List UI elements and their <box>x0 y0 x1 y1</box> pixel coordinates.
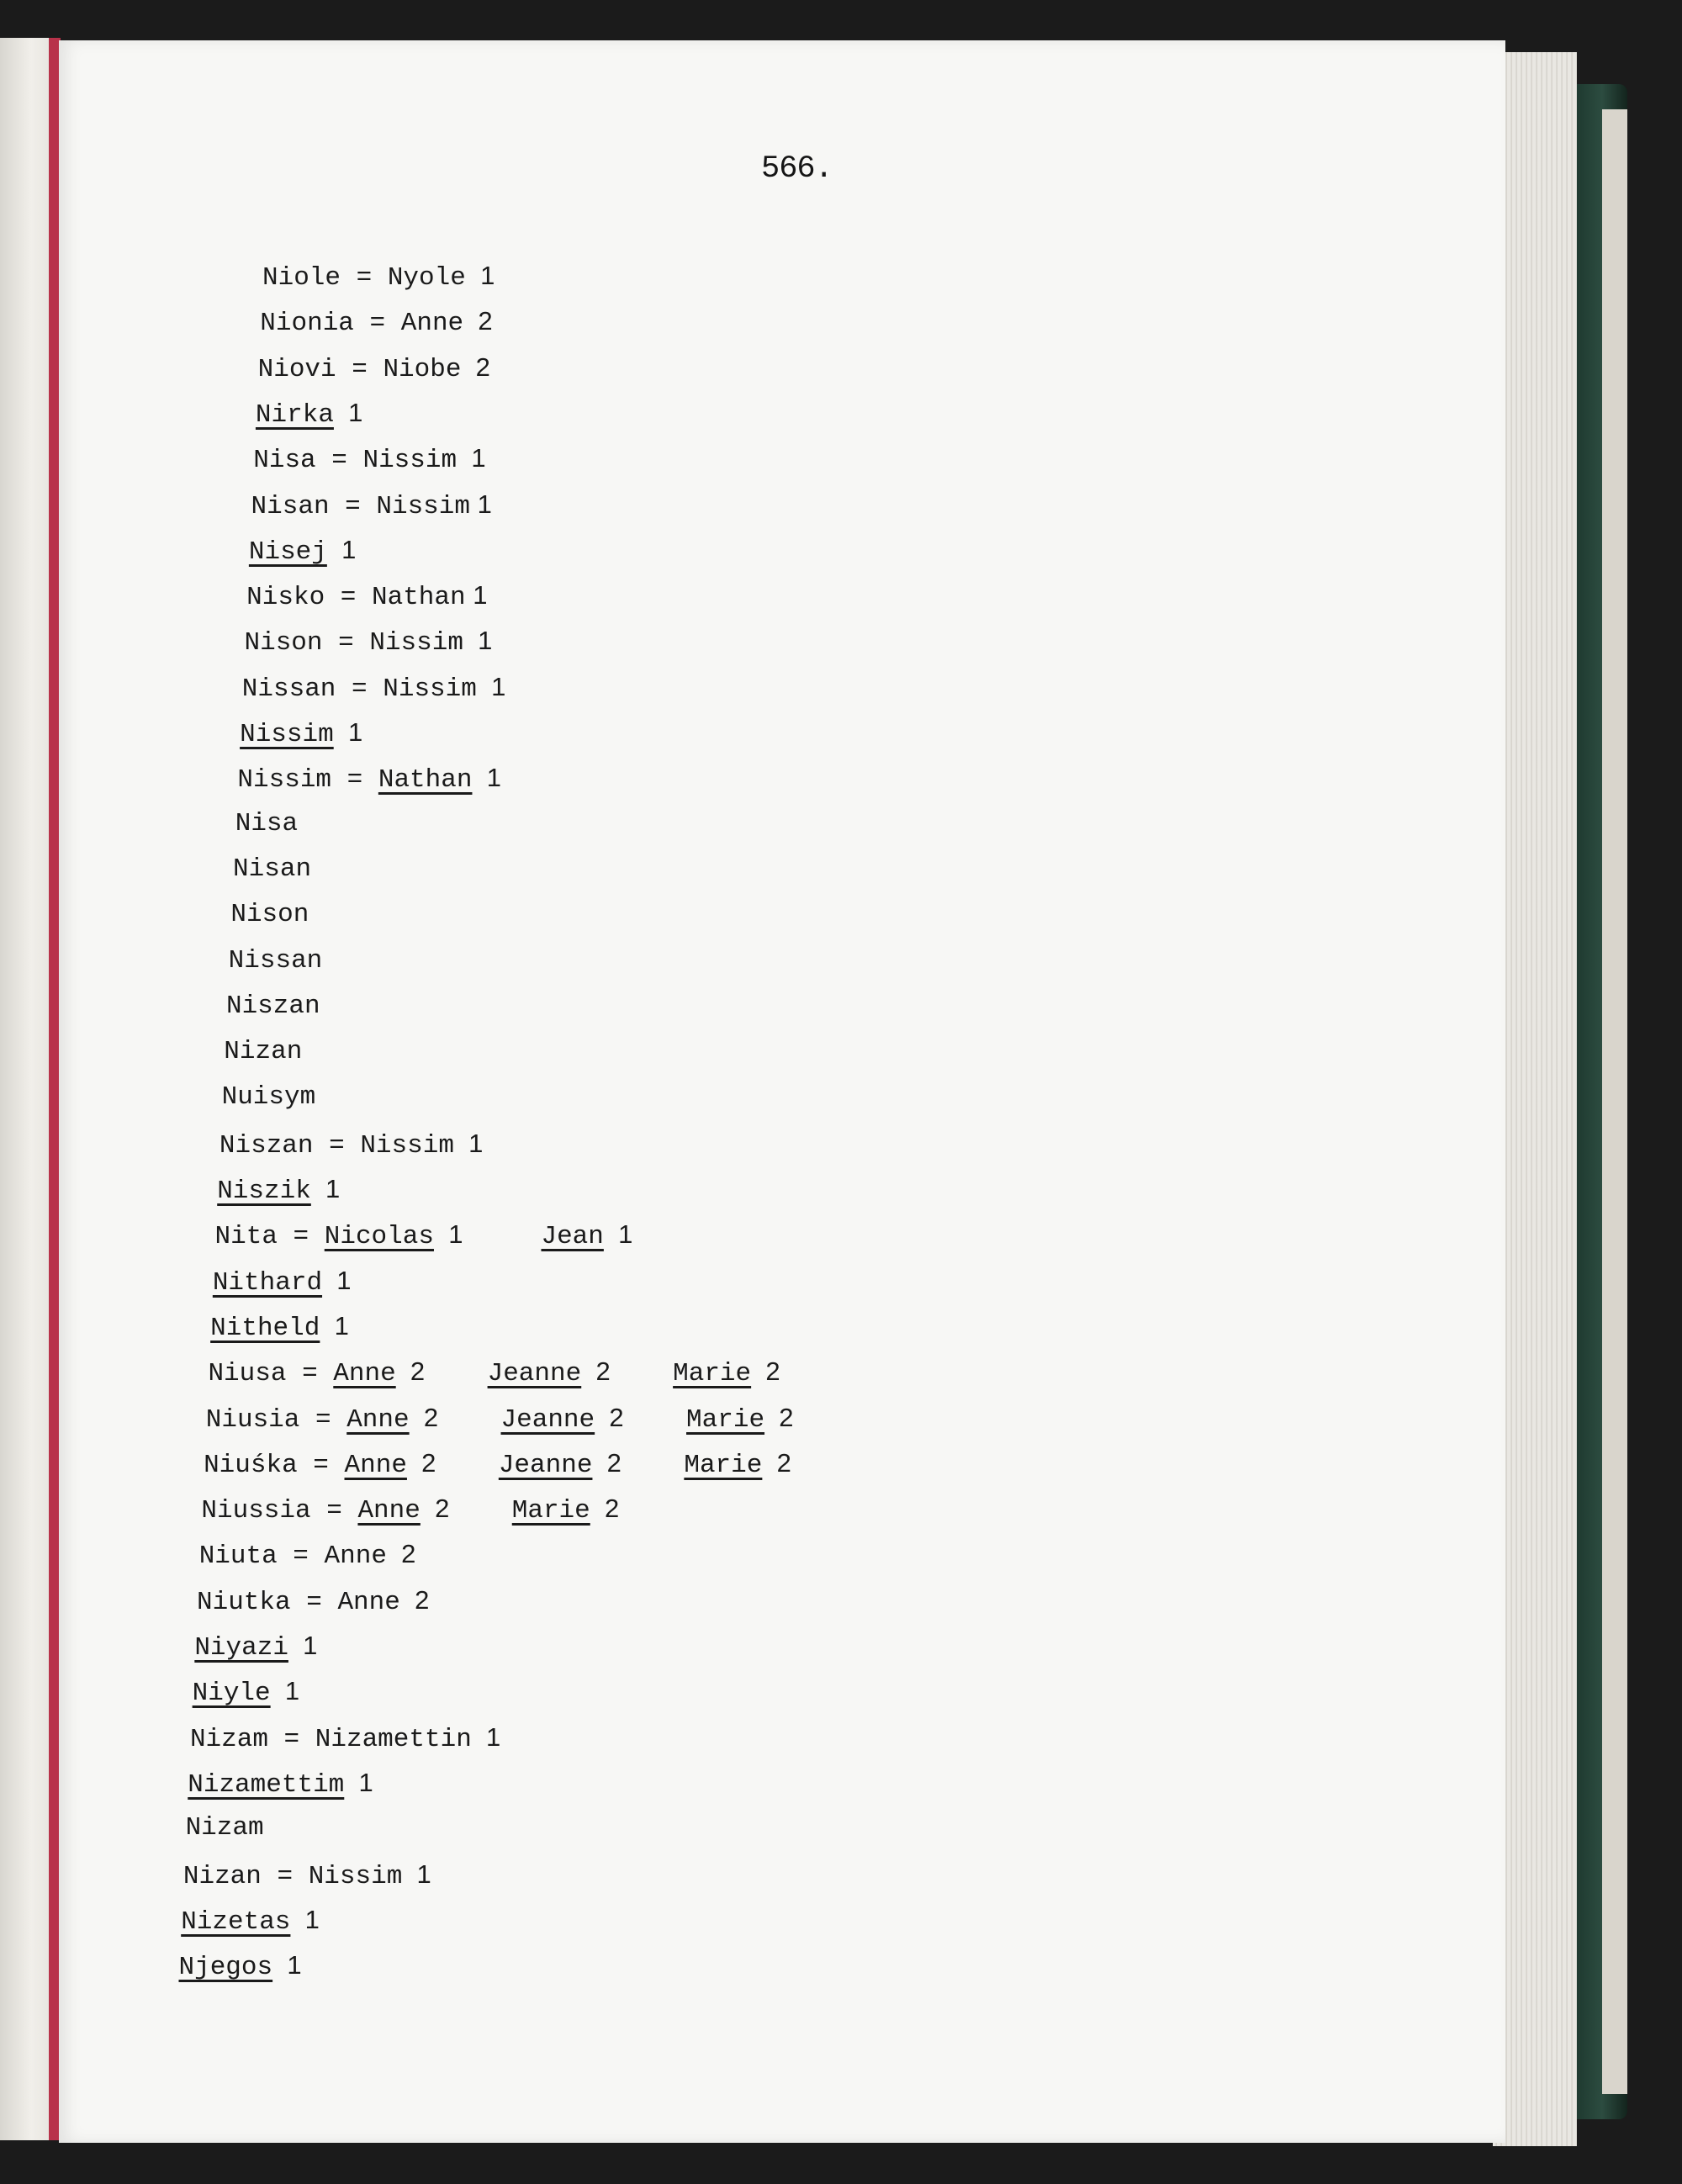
list-item <box>220 1129 484 1161</box>
entry-count: 1 <box>322 1265 352 1295</box>
list-item <box>197 1585 429 1618</box>
entry-count: 2 <box>463 306 493 336</box>
entry-text: Nathan <box>378 765 473 796</box>
list-item <box>258 352 490 385</box>
entry-text: Niutka <box>197 1587 291 1617</box>
entry-text: Anne <box>346 1404 410 1435</box>
entry-text: Njegos <box>178 1953 273 1983</box>
entry-count: 1 <box>465 580 488 611</box>
entry-count: 1 <box>470 489 492 519</box>
entry-text: = <box>277 1222 325 1252</box>
list-item <box>244 626 492 658</box>
entry-text: Nizan <box>182 1861 262 1891</box>
entry-text: Niusa <box>208 1359 287 1389</box>
entry-text: Nita <box>214 1222 278 1252</box>
entry-text <box>425 1359 487 1388</box>
entry-text: = <box>313 1130 361 1161</box>
entry-text: Nison <box>244 628 323 658</box>
entry-count: 2 <box>592 1447 621 1478</box>
page-number: 566. <box>761 151 833 187</box>
list-item <box>201 1494 619 1526</box>
entry-count: 1 <box>603 1219 633 1250</box>
list-item <box>235 809 298 839</box>
list-item <box>194 1631 317 1663</box>
entry-text: = <box>315 446 363 476</box>
entry-text: Nizetas <box>181 1906 291 1937</box>
entry-text: = <box>331 765 378 796</box>
list-item <box>188 1768 373 1801</box>
entry-text: = <box>297 1450 345 1480</box>
entry-text: = <box>267 1724 315 1754</box>
entry-text: = <box>336 354 383 384</box>
entry-count: 2 <box>764 1402 794 1432</box>
entry-count: 1 <box>433 1219 463 1250</box>
list-item <box>190 1722 500 1755</box>
list-item <box>204 1448 791 1481</box>
list-item <box>181 1905 320 1938</box>
list-item <box>242 672 506 705</box>
entry-text: Niusia <box>205 1404 300 1435</box>
entry-text: Nathan <box>372 583 466 613</box>
entry-count: 1 <box>320 1310 349 1341</box>
list-item <box>186 1813 264 1843</box>
entry-text: = <box>353 309 401 339</box>
entry-text: Nisa <box>235 808 299 838</box>
list-item <box>240 717 362 750</box>
entry-count: 1 <box>344 1767 373 1797</box>
entry-count: 2 <box>461 352 490 382</box>
entry-count: 1 <box>270 1676 300 1706</box>
entry-text: Nithard <box>212 1267 323 1298</box>
entry-text: = <box>322 628 370 658</box>
list-item <box>237 763 501 796</box>
entry-text: Nisko <box>246 583 325 613</box>
list-item <box>178 1950 301 1983</box>
list-item <box>199 1539 416 1572</box>
list-item <box>246 580 487 613</box>
entry-count: 1 <box>333 717 363 747</box>
entry-count: 1 <box>272 1950 302 1980</box>
entry-count: 2 <box>406 1447 436 1478</box>
entry-text: = <box>325 583 372 613</box>
entry-text: Nyole <box>387 263 466 293</box>
entry-text: = <box>299 1404 347 1435</box>
entry-text: Nisan <box>233 854 312 884</box>
list-item <box>193 1676 299 1709</box>
entry-text: = <box>336 674 383 704</box>
page-block-edges <box>1493 52 1577 2146</box>
entry-count: 1 <box>472 763 501 793</box>
list-item <box>224 1037 302 1067</box>
list-item <box>256 398 362 431</box>
entry-text: Nisan <box>251 491 330 521</box>
entry-text <box>438 1405 500 1435</box>
entry-text: Nitheld <box>210 1313 320 1343</box>
entry-text: Niussia <box>201 1496 311 1526</box>
entry-count: 2 <box>399 1584 430 1615</box>
entry-text: = <box>290 1587 338 1617</box>
entry-text <box>463 1222 541 1251</box>
entry-text: = <box>277 1541 325 1572</box>
entry-count: 1 <box>288 1631 318 1660</box>
entry-text: Niyazi <box>194 1633 288 1663</box>
list-item <box>210 1311 349 1344</box>
entry-text <box>624 1405 686 1435</box>
entry-text: Nissim <box>237 765 332 796</box>
entry-text: Nizam <box>189 1724 268 1754</box>
list-item <box>249 535 356 568</box>
list-item <box>262 261 495 293</box>
list-item <box>183 1859 431 1892</box>
entry-text <box>621 1451 684 1480</box>
list-item <box>215 1219 633 1252</box>
entry-text: Nicolas <box>324 1222 434 1252</box>
entry-text: Marie <box>511 1496 590 1526</box>
entry-text: Nizamettin <box>315 1724 472 1754</box>
entry-text: Nuisym <box>221 1082 316 1113</box>
entry-text: Niyle <box>192 1679 271 1709</box>
entry-text: = <box>329 491 377 521</box>
list-item <box>251 489 492 522</box>
entry-count: 2 <box>751 1356 780 1387</box>
entry-text: Nison <box>230 900 309 930</box>
entry-text: = <box>310 1496 358 1526</box>
entry-text: Niovi <box>257 354 336 384</box>
entry-count: 1 <box>333 397 363 427</box>
entry-text: Jeanne <box>487 1359 582 1389</box>
list-item <box>222 1082 316 1113</box>
previous-page-edge <box>0 38 52 2140</box>
entry-count: 1 <box>326 534 357 564</box>
entry-text: Nisa <box>253 446 316 476</box>
entry-count: 2 <box>590 1494 620 1524</box>
entry-text: Nizan <box>224 1037 303 1067</box>
entry-text: = <box>341 263 388 293</box>
entry-text <box>449 1496 511 1526</box>
book-page <box>59 40 1505 2143</box>
entry-text: Nissim <box>360 1130 454 1161</box>
list-item <box>213 1266 352 1298</box>
entry-count: 2 <box>581 1356 611 1387</box>
entry-text: Anne <box>357 1496 420 1526</box>
entry-count: 1 <box>465 261 495 290</box>
entry-text: Anne <box>400 309 464 339</box>
entry-count: 1 <box>402 1859 431 1889</box>
entry-text: Marie <box>684 1450 763 1480</box>
cover-inner-board <box>1602 109 1627 2094</box>
list-item <box>208 1356 780 1389</box>
entry-text: Niobe <box>383 354 462 384</box>
entry-text: Nissim <box>376 491 470 521</box>
entry-text: Nissan <box>241 674 336 704</box>
entry-text: Nisej <box>248 537 327 567</box>
entry-text: = <box>261 1861 309 1891</box>
list-item <box>229 946 323 976</box>
list-item <box>253 443 485 476</box>
list-item <box>233 854 311 885</box>
entry-text: Niuta <box>198 1541 278 1572</box>
entry-text: Nizamettim <box>188 1769 345 1800</box>
entry-text: Niszan <box>225 991 320 1021</box>
entry-text: Marie <box>673 1359 752 1389</box>
entry-count: 1 <box>476 671 506 701</box>
entry-text: Anne <box>337 1587 400 1617</box>
entry-text: Anne <box>324 1541 387 1572</box>
list-item <box>260 306 492 339</box>
entry-text: Jeanne <box>498 1450 593 1480</box>
list-item <box>206 1403 794 1436</box>
entry-count: 2 <box>409 1402 439 1432</box>
list-item <box>230 900 309 930</box>
entry-text: Niole <box>262 263 341 293</box>
entry-count: 1 <box>463 626 493 656</box>
entry-count: 2 <box>386 1539 416 1569</box>
entry-text: Niuśka <box>204 1450 298 1480</box>
entry-count: 1 <box>471 1721 501 1752</box>
entry-count: 1 <box>453 1128 484 1158</box>
entry-text: = <box>286 1359 334 1389</box>
entry-text: Nissim <box>369 628 463 658</box>
entry-text: Jeanne <box>500 1404 595 1435</box>
entry-text: Nirka <box>255 399 334 430</box>
entry-count: 1 <box>310 1174 341 1203</box>
entry-text <box>611 1359 673 1388</box>
entry-text: Niszik <box>217 1177 311 1206</box>
entry-count: 1 <box>290 1904 320 1934</box>
entry-text: Nizam <box>185 1813 264 1843</box>
entry-count: 2 <box>595 1402 624 1432</box>
list-item <box>226 992 320 1022</box>
entry-count: 2 <box>395 1356 426 1387</box>
entry-text: Nissim <box>308 1861 403 1891</box>
entry-text: Nionia <box>260 309 354 339</box>
entry-text: Marie <box>686 1404 765 1435</box>
entry-text: Anne <box>333 1359 396 1389</box>
entry-text: Anne <box>344 1450 407 1480</box>
entry-text: Nissan <box>228 945 323 976</box>
list-item <box>217 1174 340 1207</box>
entry-text <box>436 1451 498 1480</box>
entry-count: 2 <box>762 1447 791 1478</box>
entry-count: 2 <box>420 1494 450 1524</box>
entry-text: Niszan <box>219 1130 314 1161</box>
entry-text: Jean <box>541 1222 604 1252</box>
entry-text: Nissim <box>362 446 458 476</box>
entry-text: Nissim <box>240 720 334 749</box>
entry-text: Nissim <box>383 674 477 704</box>
entry-count: 1 <box>457 443 486 473</box>
